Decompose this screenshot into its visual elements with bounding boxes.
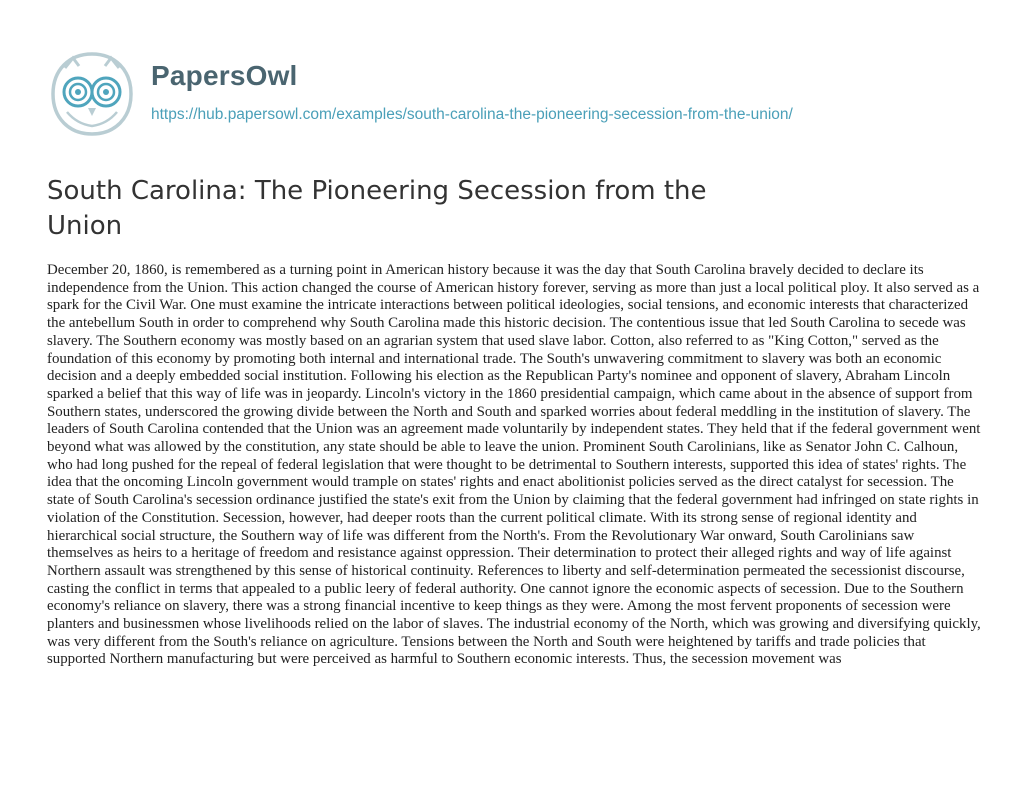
site-header — [47, 50, 1007, 150]
source-url-link[interactable]: https://hub.papersowl.com/examples/south-carolina-the-pioneering-secession-from-the-union/ — [151, 106, 793, 123]
owl-icon — [47, 50, 137, 138]
brand-name: PapersOwl — [151, 60, 298, 91]
page-title: South Carolina: The Pioneering Secession from the Union — [47, 176, 707, 241]
essay-body: December 20, 1860, is remembered as a turning point in American history because it was the day that South Carolina bravely decided to declare its independence from the Union. This action changed the course of American history forever, serving as more than just a local political ploy. It also served as a spark for the Civil War. One must examine the intricate interactions between political ideologies, social tensions, and economic interests that characterized the antebellum South in order to comprehend why South Carolina made this historic decision. The contentious issue that led South Carolina to secede was slavery. The Southern economy was mostly based on an agrarian system that used slave labor. Cotton, also referred to as "King Cotton," served as the foundation of this economy by promoting both internal and international trade. The South's unwavering commitment to slavery was both an economic decision and a deeply embedded social institution. Following his election as the Republican Party's nominee and opponent of slavery, Abraham Lincoln sparked a belief that this way of life was in jeopardy. Lincoln's victory in the 1860 presidential campaign, which came about in the absence of support from Southern states, underscored the growing divide between the North and South and sparked worries about federal meddling in the institution of slavery. The leaders of South Carolina contended that the Union was an agreement made voluntarily by independent states. They held that if the federal government went beyond what was allowed by the constitution, any state should be able to leave the union. Prominent South Carolinians, like as Senator John C. Calhoun, who had long pushed for the repeal of federal legislation that were thought to be detrimental to Southern interests, supported this idea of states' rights. The idea that the oncoming Lincoln government would trample on states' rights and enact abolitionist policies served as the direct catalyst for secession. The state of South Carolina's secession ordinance justified the state's exit from the Union by claiming that the federal government had infringed on state rights in violation of the Constitution. Secession, however, had deeper roots than the current political climate. With its strong sense of regional identity and hierarchical social structure, the Southern way of life was different from the North's. From the Revolutionary War onward, South Carolinians saw themselves as heirs to a heritage of freedom and resistance against oppression. Their determination to protect their alleged rights and way of life against Northern assault was strengthened by this sense of historical continuity. References to liberty and self-determination permeated the secessionist discourse, casting the conflict in terms that appealed to a public leery of federal authority. One cannot ignore the economic aspects of secession. Due to the Southern economy's reliance on slavery, there was a strong financial incentive to keep things as they were. Among the most fervent proponents of secession were planters and businessmen whose livelihoods relied on the labor of slaves. The industrial economy of the North, which was growing and diversifying quickly, was very different from the South's reliance on agriculture. Tensions between the North and South were heightened by tariffs and trade policies that supported Northern manufacturing but were perceived as harmful to Southern economic interests. Thus, the secession movement was — [47, 262, 981, 668]
